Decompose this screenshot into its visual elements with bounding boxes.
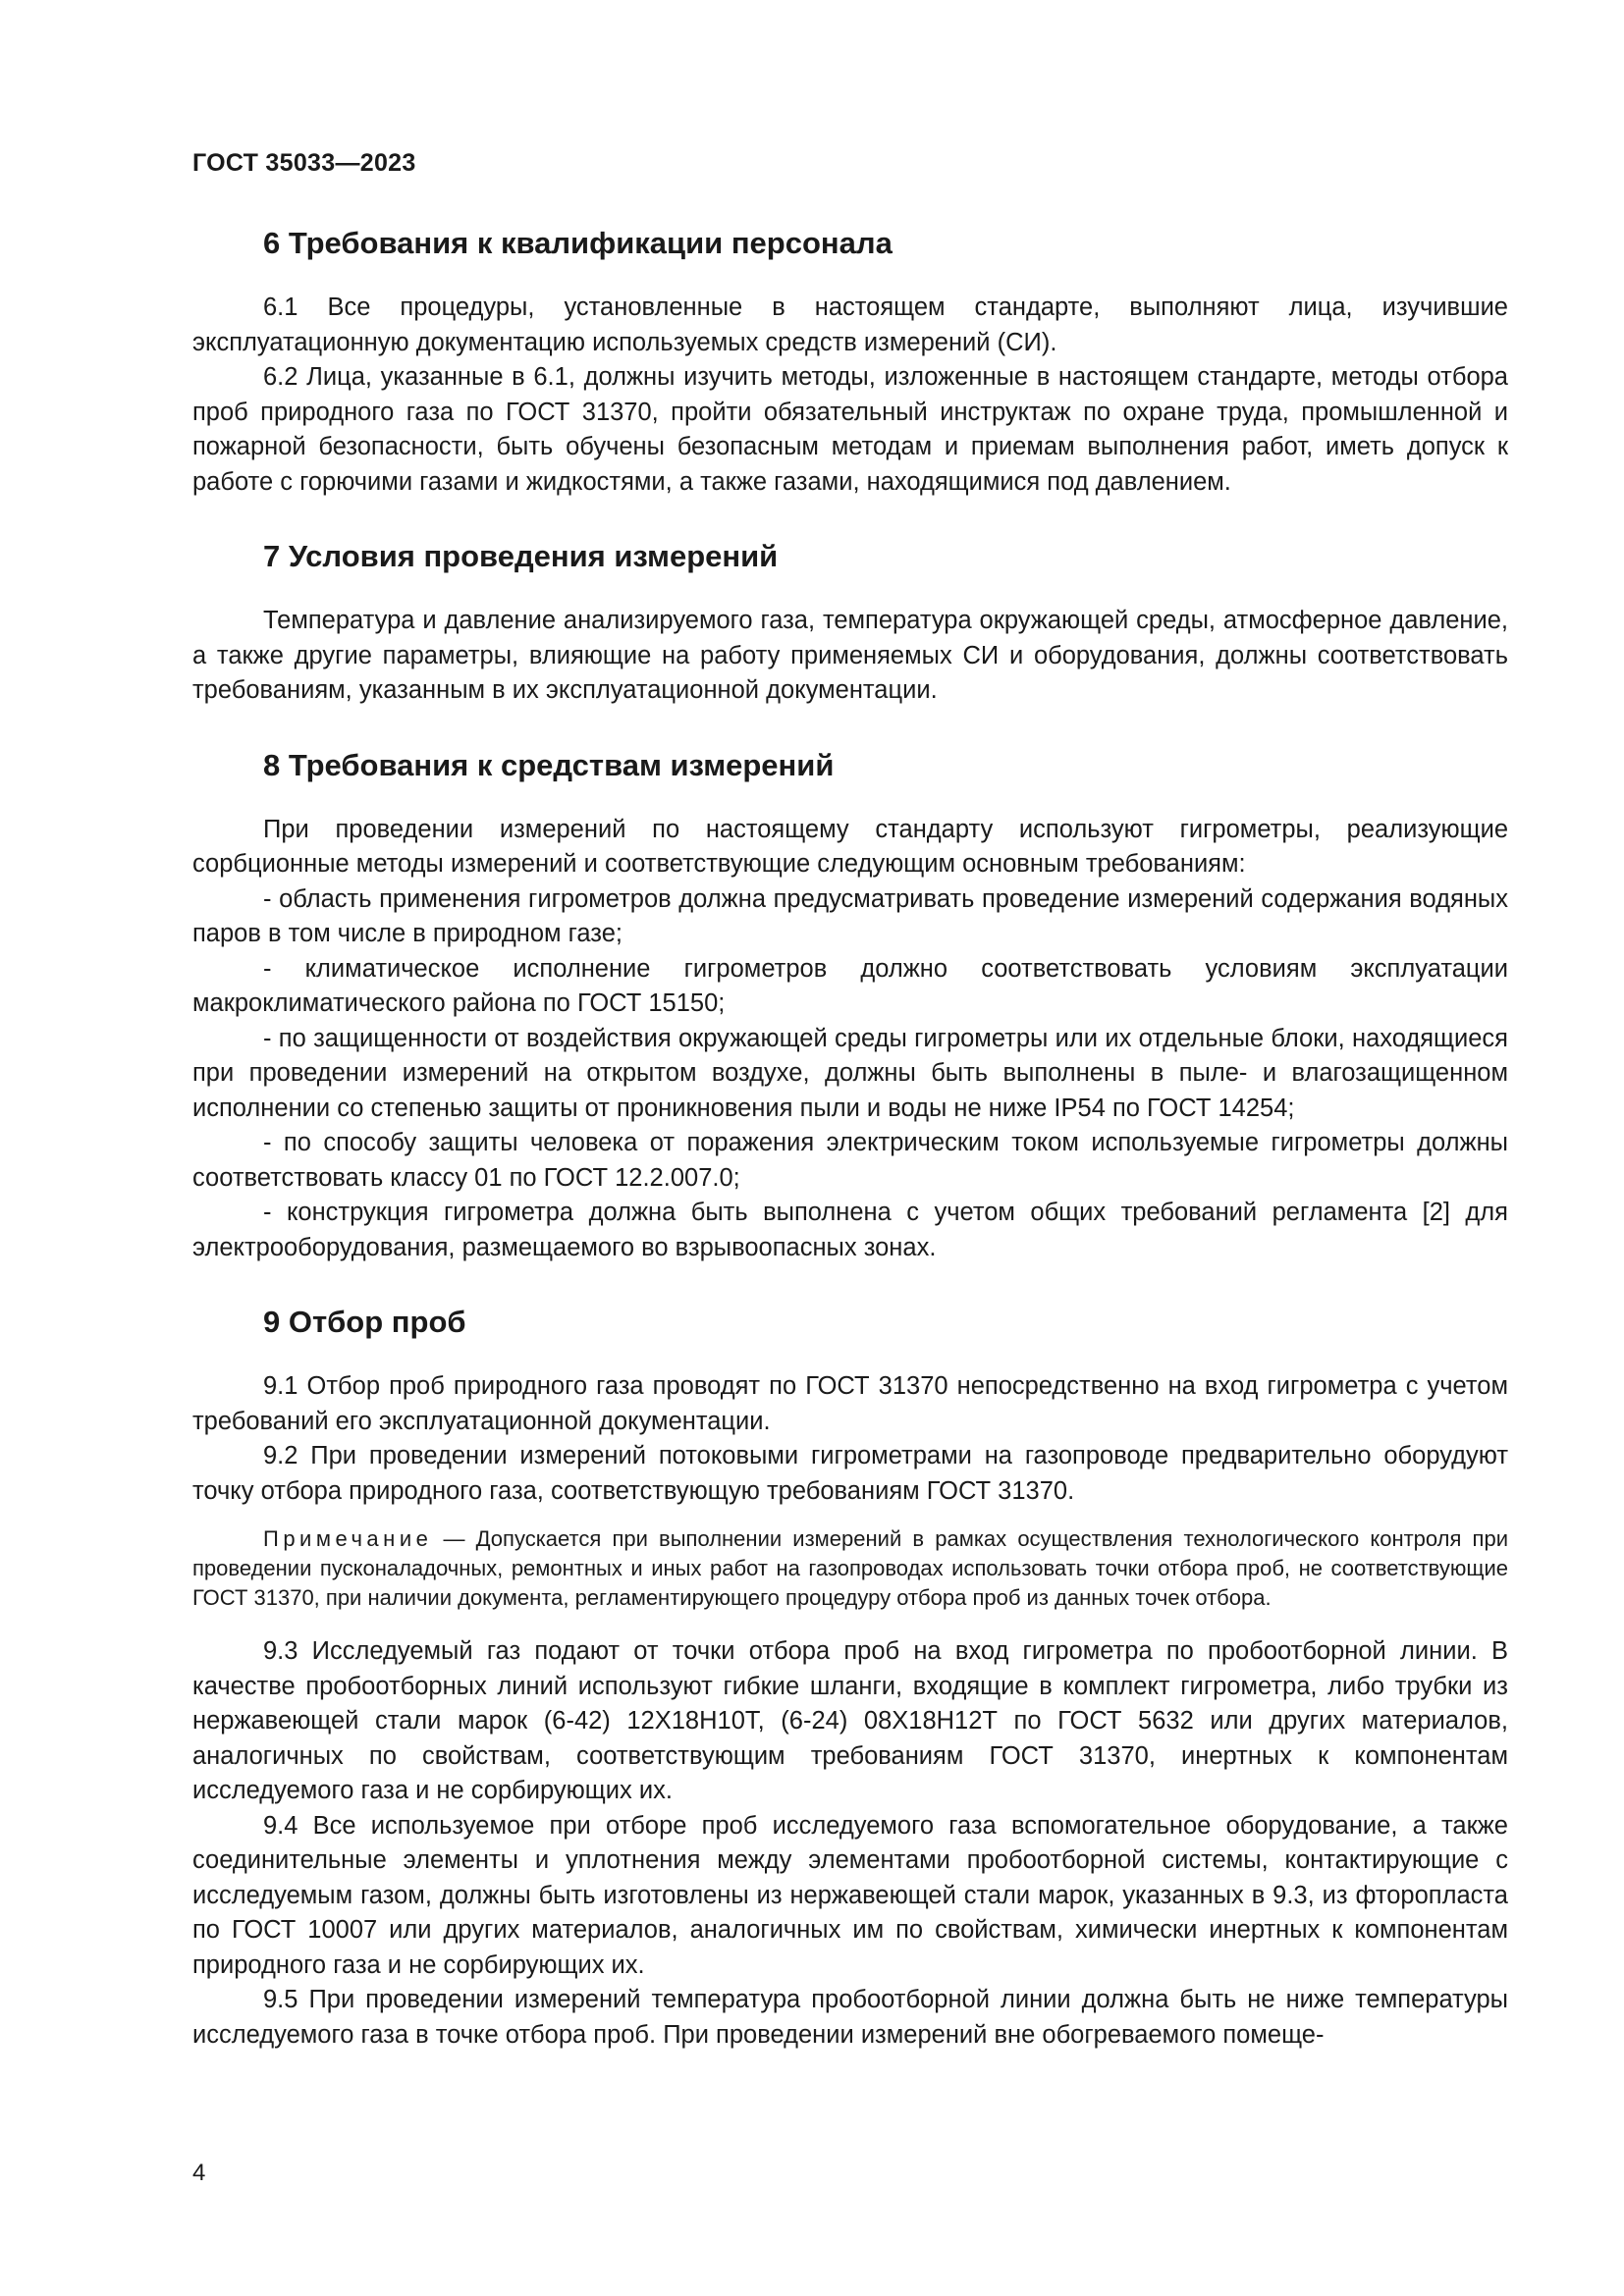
section-8 <box>192 746 1508 1266</box>
list-item-8-3: - по защищенности от воздействия окружающей среды гигрометры или их отдельные блоки, находящиеся при проведении измерений на открытом воздухе, должны быть выполнены в пыле- и влагозащищенном исполнении со степенью защиты от проникновения пыли и воды не ниже IP54 по ГОСТ 14254; <box>192 1024 1508 1122</box>
section-7-title: 7 Условия проведения измерений <box>263 539 779 573</box>
paragraph-9-5: 9.5 При проведении измерений температура пробоотборной линии должна быть не ниже температуры исследуемого газа в точке отбора проб. При проведении измерений вне обогреваемого помеще- <box>192 1986 1508 2049</box>
section-6 <box>192 224 1508 500</box>
section-6-title: 6 Требования к квалификации персонала <box>263 226 893 260</box>
paragraph-6-1: 6.1 Все процедуры, установленные в настоящем стандарте, выполняют лица, изучившие эксплуатационную документацию используемых средств измерений (СИ). <box>192 294 1508 356</box>
list-item-8-4: - по способу защиты человека от поражения электрическим током используемые гигрометры должны соответствовать классу 01 по ГОСТ 12.2.007.0; <box>192 1129 1508 1192</box>
section-8-title: 8 Требования к средствам измерений <box>263 747 835 782</box>
paragraph-9-3: 9.3 Исследуемый газ подают от точки отбора проб на вход гигрометра по пробоотборной линии. В качестве пробоотборных линий используют гибкие шланги, входящие в комплект гигрометра, либо трубки из нержавеющей стали марок (6-42) 12Х18Н10Т, (6-24) 08Х18Н12Т по ГОСТ 5632 или других материалов, аналогичных по свойствам, соответствующим требованиям ГОСТ 31370, инертных к компонентам исследуемого газа и не сорбирующих их. <box>192 1637 1508 1804</box>
paragraph-6-2: 6.2 Лица, указанные в 6.1, должны изучить методы, изложенные в настоящем стандарте, методы отбора проб природного газа по ГОСТ 31370, пройти обязательный инструктаж по охране труда, промышленной и пожарной безопасности, быть обучены безопасным методам и приемам выполнения работ, иметь допуск к работе с горючими газами и жидкостями, а также газами, находящимися под давлением. <box>192 363 1508 496</box>
list-item-8-1: - область применения гигрометров должна предусматривать проведение измерений содержания водяных паров в том числе в природном газе; <box>192 884 1508 947</box>
paragraph-8-intro: При проведении измерений по настоящему стандарту используют гигрометры, реализующие сорбционные методы измерений и соответствующие следующим основным требованиям: <box>192 815 1508 878</box>
paragraph-9-2: 9.2 При проведении измерений потоковыми гигрометрами на газопроводе предварительно оборудуют точку отбора природного газа, соответствующую требованиям ГОСТ 31370. <box>192 1442 1508 1505</box>
paragraph-7: Температура и давление анализируемого газа, температура окружающей среды, атмосферное давление, а также другие параметры, влияющие на работу применяемых СИ и оборудования, должны соответствовать требованиям, указанным в их эксплуатационной документации. <box>192 607 1508 704</box>
page-number: 4 <box>192 2160 206 2186</box>
paragraph-9-1: 9.1 Отбор проб природного газа проводят по ГОСТ 31370 непосредственно на вход гигрометра с учетом требований его эксплуатационной документации. <box>192 1372 1508 1435</box>
list-item-8-2: - климатическое исполнение гигрометров должно соответствовать условиям эксплуатации макроклиматического района по ГОСТ 15150; <box>192 954 1508 1017</box>
note <box>192 1524 1508 1613</box>
document-id-header: ГОСТ 35033—2023 <box>192 149 416 177</box>
page-body <box>192 218 1508 2053</box>
paragraph-9-4: 9.4 Все используемое при отборе проб исследуемого газа вспомогательное оборудование, а также соединительные элементы и уплотнения между элементами пробоотборной системы, контактирующие с исследуемым газом, должны быть изготовлены из нержавеющей стали марок, указанных в 9.3, из фторопласта по ГОСТ 10007 или других материалов, аналогичных им по свойствам, химически инертных к компонентам природного газа и не сорбирующих их. <box>192 1811 1508 1979</box>
section-9 <box>192 1303 1508 2053</box>
section-9-title: 9 Отбор проб <box>263 1305 466 1339</box>
note-text: — Допускается при выполнении измерений в рамках осуществления технологического контроля при проведении пусконаладочных, ремонтных и иных работ на газопроводах использовать точки отбора проб, не соответствующие ГОСТ 31370, при наличии документа, регламентирующего процедуру отбора проб из данных точек отбора. <box>192 1526 1508 1610</box>
note-label: Примечание <box>263 1526 433 1551</box>
section-7 <box>192 537 1508 709</box>
list-item-8-5: - конструкция гигрометра должна быть выполнена с учетом общих требований регламента [2] для электрооборудования, размещаемого во взрывоопасных зонах. <box>192 1199 1508 1261</box>
